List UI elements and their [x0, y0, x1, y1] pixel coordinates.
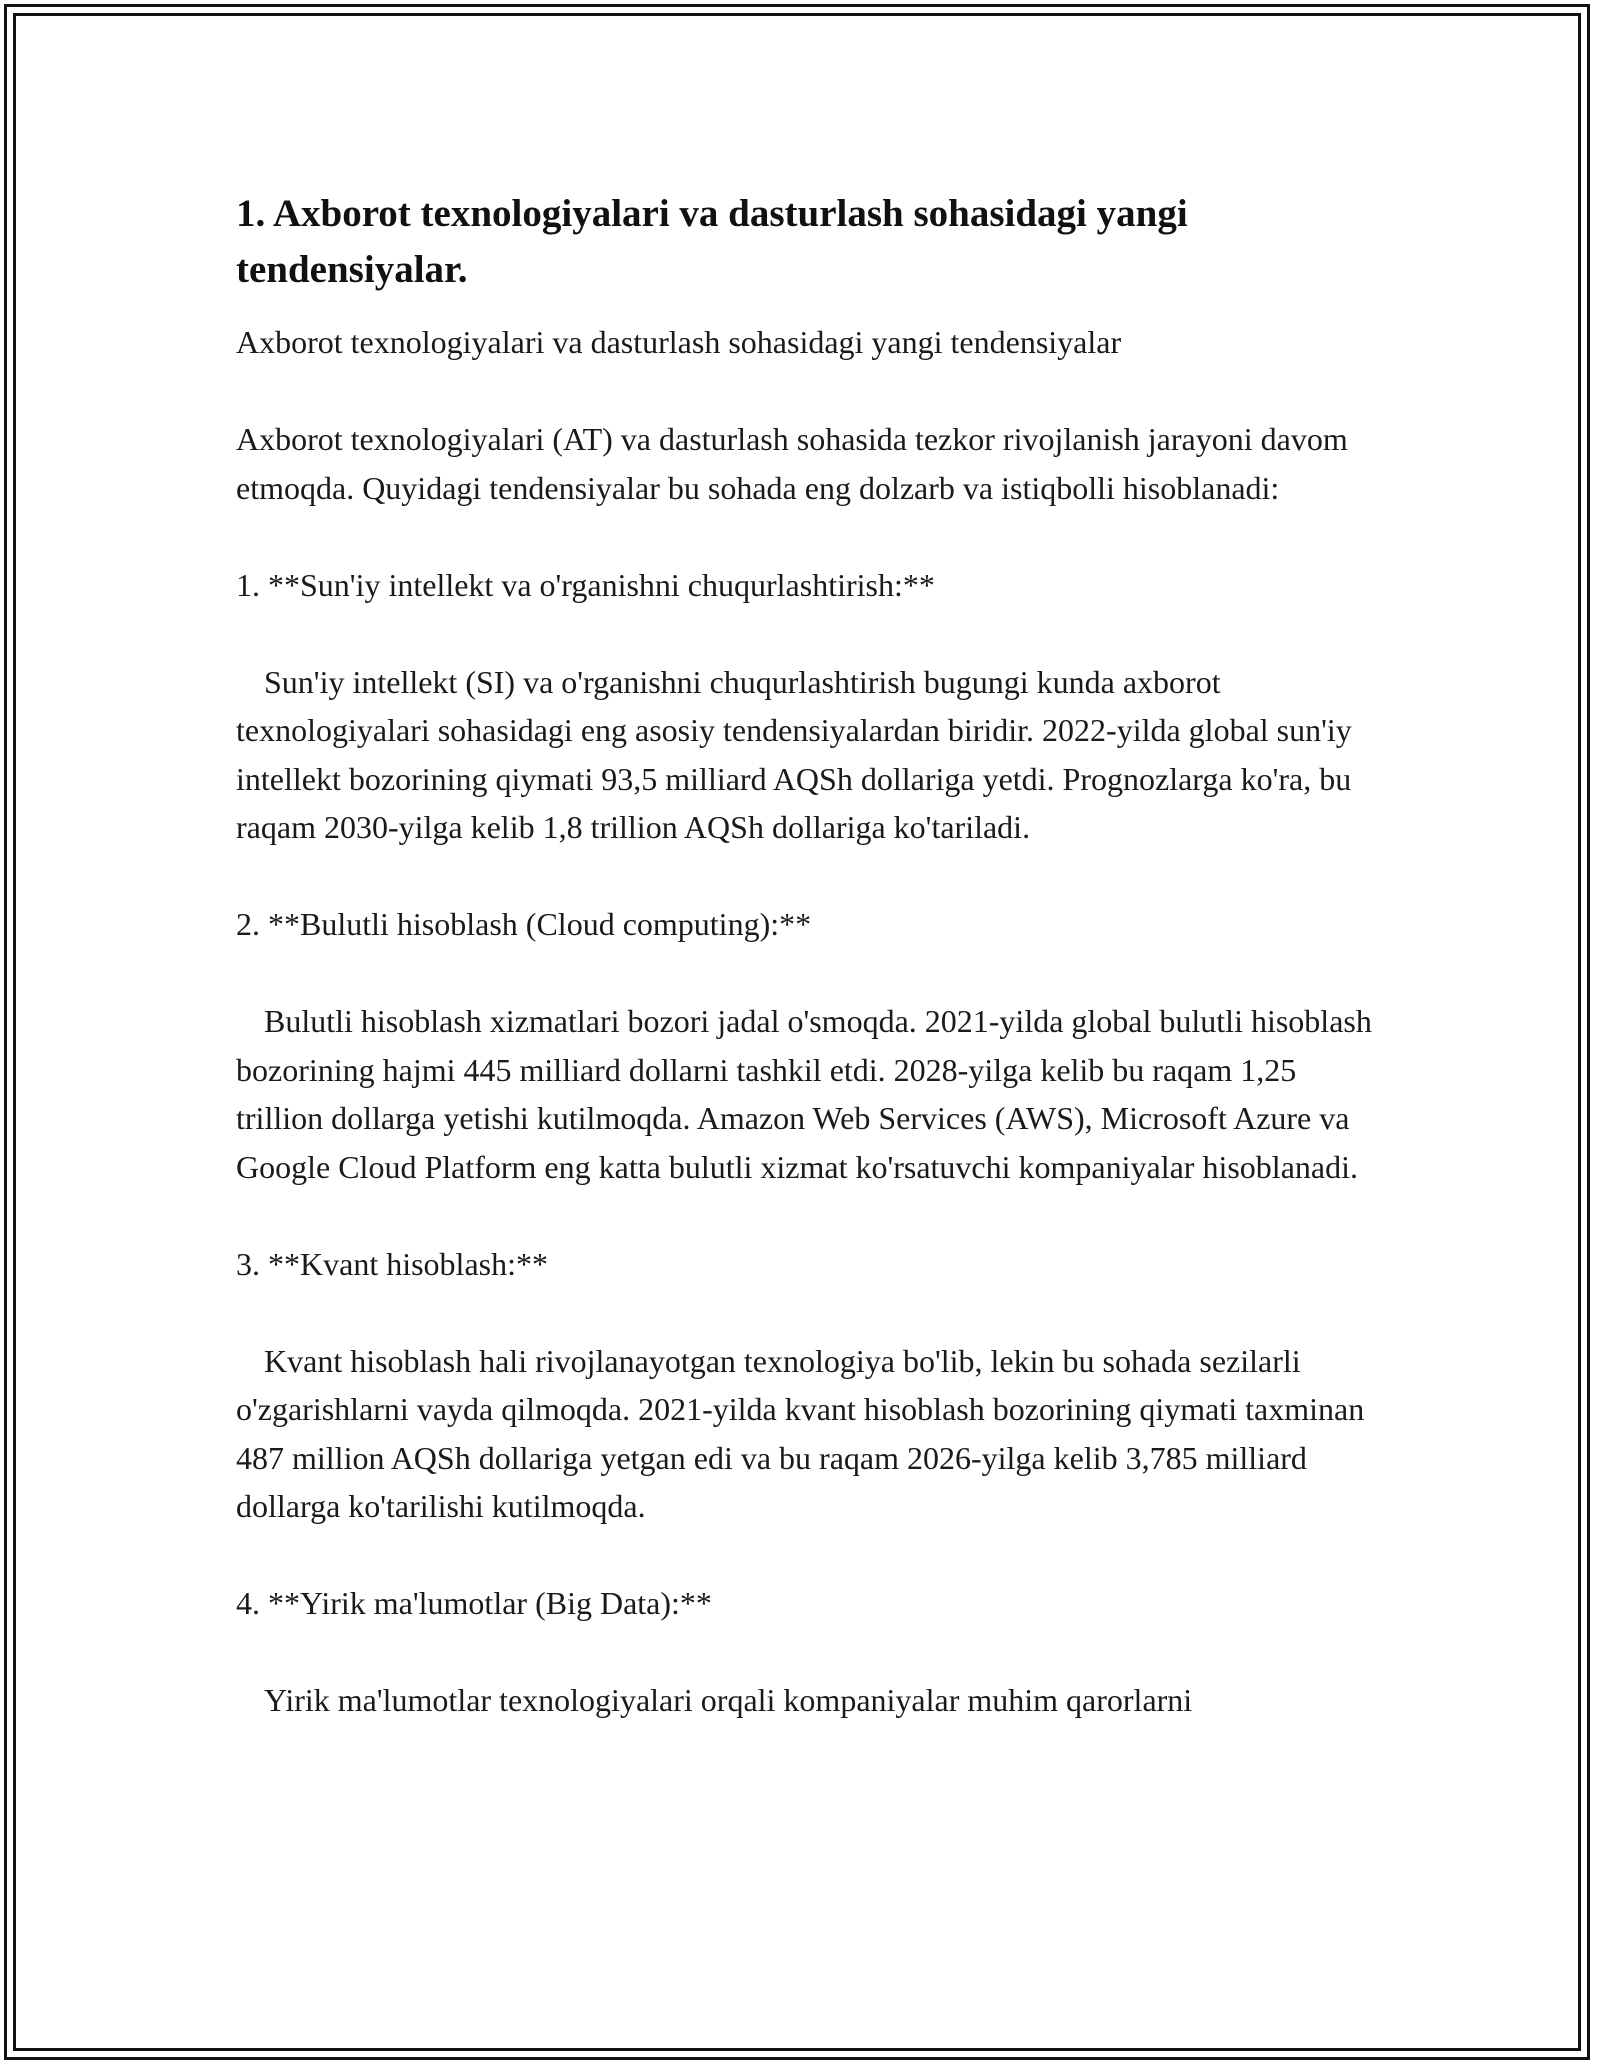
- section-title-bigdata: 4. **Yirik ma'lumotlar (Big Data):**: [236, 1585, 712, 1621]
- section-title-cloud: 2. **Bulutli hisoblash (Cloud computing):**: [236, 906, 812, 942]
- document-body: [236, 186, 1380, 1725]
- intro-paragraph: Axborot texnologiyalari (AT) va dasturlash sohasida tezkor rivojlanish jarayoni davom etmoqda. Quyidagi tendensiyalar bu sohada eng dolzarb va istiqbolli hisoblanadi:: [236, 421, 1356, 506]
- section-title-quantum: 3. **Kvant hisoblash:**: [236, 1245, 548, 1282]
- document-heading: 1. Axborot texnologiyalari va dasturlash sohasidagi yangi tendensiyalar.: [236, 192, 1188, 291]
- section-body-quantum: Kvant hisoblash hali rivojlanayotgan texnologiya bo'lib, lekin bu sohada sezilarli o'zgarishlarni vayda qilmoqda. 2021-yilda kvant hisoblash bozorining qiymati taxminan 487 million AQSh dollariga yetgan edi va bu raqam 2026-yilga kelib 3,785 milliard dollarga ko'tarilishi kutilmoqda.: [236, 1342, 1373, 1524]
- section-body-cloud: Bulutli hisoblash xizmatlari bozori jadal o'smoqda. 2021-yilda global bulutli hisoblash bozorining hajmi 445 milliard dollarni tashkil etdi. 2028-yilga kelib bu raqam 1,25 trillion dollarga yetishi kutilmoqda. Amazon Web Services (AWS), Microsoft Azure va Google Cloud Platform eng katta bulutli xizmat ko'rsatuvchi kompaniyalar hisoblanadi.: [236, 1003, 1380, 1185]
- section-body-ai: Sun'iy intellekt (SI) va o'rganishni chuqurlashtirish bugungi kunda axborot texnologiyalari sohasidagi eng asosiy tendensiyalardan biridir. 2022-yilda global sun'iy intellekt bozorining qiymati 93,5 milliard AQSh dollariga yetdi. Prognozlarga ko'ra, bu raqam 2030-yilga kelib 1,8 trillion AQSh dollariga ko'tariladi.: [236, 663, 1360, 845]
- section-title-ai: 1. **Sun'iy intellekt va o'rganishni chuqurlashtirish:**: [236, 566, 935, 603]
- section-body-bigdata: Yirik ma'lumotlar texnologiyalari orqali kompaniyalar muhim qarorlarni: [264, 1682, 1193, 1718]
- document-subtitle: Axborot texnologiyalari va dasturlash sohasidagi yangi tendensiyalar: [236, 324, 1122, 360]
